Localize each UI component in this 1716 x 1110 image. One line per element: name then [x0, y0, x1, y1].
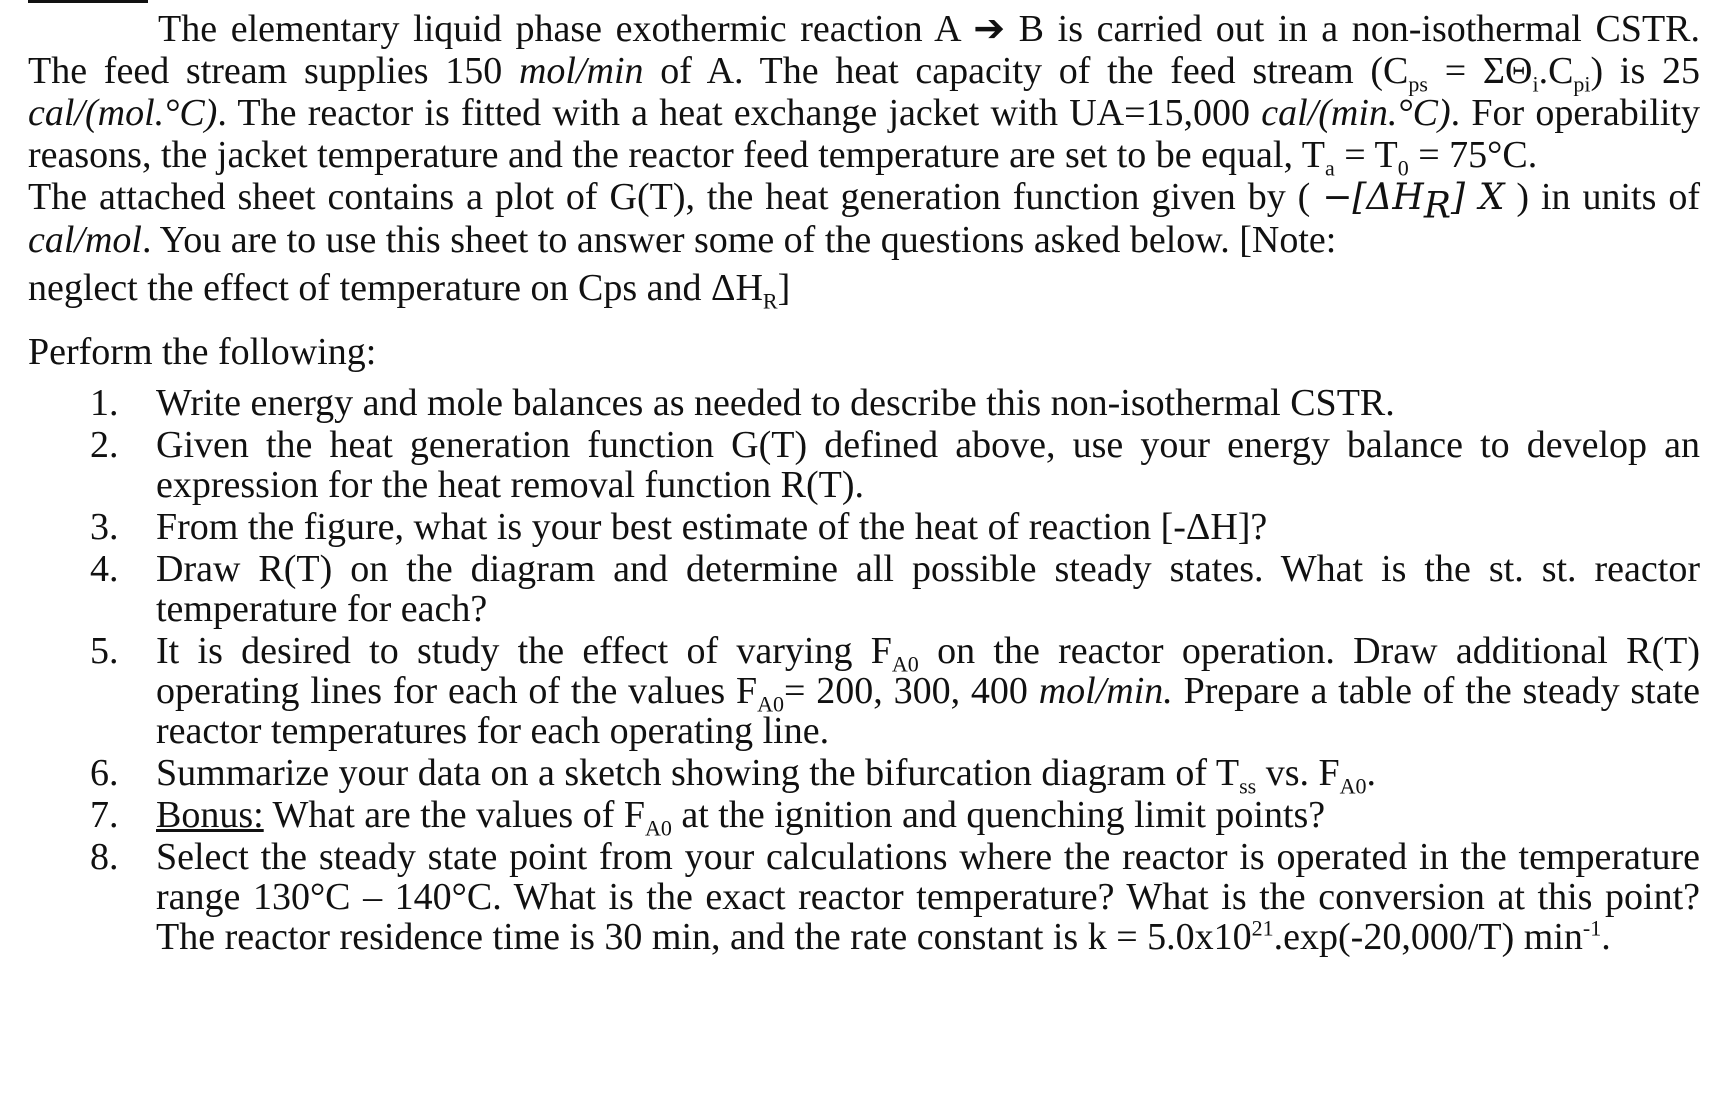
- question-text: = 200, 300, 400: [784, 670, 1039, 712]
- question-text: at the ignition and quenching limit points?: [671, 794, 1326, 836]
- ua-unit: cal/(min.°C): [1261, 92, 1451, 134]
- intro-text: The elementary liquid phase exothermic reaction A: [158, 8, 974, 50]
- fa0-subscript: A0: [644, 815, 672, 841]
- exponent-superscript: -1: [1582, 915, 1602, 941]
- question-8: [90, 836, 1700, 958]
- fa0-subscript: A0: [757, 691, 785, 717]
- question-text: Draw R(T) on the diagram and determine all possible steady states. What is the st. st. reactor temperature for each?: [156, 548, 1700, 630]
- note-text: neglect the effect of temperature on Cps and ΔH: [28, 267, 763, 309]
- question-text: Given the heat generation function G(T) defined above, use your energy balance to develop an expression for the heat removal function R(T).: [156, 424, 1700, 506]
- exponent-superscript: 21: [1251, 915, 1274, 941]
- generation-unit: cal/mol: [28, 219, 142, 261]
- intro-text: . For operability reasons, the jacket temperature and the reactor feed temperature are set to be equal, T: [28, 92, 1700, 176]
- bonus-label: Bonus:: [156, 794, 264, 836]
- tss-subscript: ss: [1239, 773, 1257, 799]
- sheet-paragraph: [28, 176, 1700, 314]
- intro-text: of A. The heat capacity of the feed stream (C: [643, 50, 1409, 92]
- intro-paragraph: [28, 0, 1701, 181]
- question-7: [90, 794, 1700, 841]
- question-4: [90, 548, 1700, 630]
- question-number: 2.: [90, 424, 119, 466]
- question-text: on the reactor operation. Draw additional R(T) operating lines for each of the values F: [156, 630, 1701, 712]
- theta-subscript: i: [1532, 71, 1539, 97]
- question-list: [28, 383, 1700, 957]
- question-2: [90, 424, 1700, 506]
- question-number: 1.: [90, 382, 119, 424]
- fa0-subscript: A0: [1339, 773, 1367, 799]
- cp-unit: cal/(mol.°C): [28, 92, 218, 134]
- question-number: 7.: [90, 794, 119, 836]
- question-number: 4.: [90, 548, 119, 590]
- sheet-text: . You are to use this sheet to answer some of the questions asked below. [Note:: [141, 219, 1337, 261]
- question-text: What are the values of F: [263, 794, 645, 836]
- sheet-text: The attached sheet contains a plot of G(T), the heat generation function given by (: [28, 176, 1323, 218]
- question-number: 5.: [90, 630, 119, 672]
- question-text: Select the steady state point from your calculations where the reactor is operated in the temperature range 130°C – 140°C. What is the exact reactor temperature? What is the conversion at this point? The reactor residence time is 30 min, and the rate constant is k = 5.0x10: [156, 836, 1700, 958]
- question-6: [90, 752, 1700, 799]
- generation-expression: ] X: [1450, 177, 1505, 218]
- question-text: .: [1601, 916, 1611, 958]
- question-text: Write energy and mole balances as needed to describe this non-isothermal CSTR.: [156, 382, 1395, 424]
- intro-text: = 75°C.: [1408, 134, 1538, 176]
- question-text: Prepare a table of the steady state reactor temperatures for each operating line.: [156, 670, 1701, 752]
- question-5: [90, 630, 1701, 752]
- reaction-arrow-icon: ➔: [973, 8, 1006, 50]
- section-heading: Perform the following:: [28, 331, 377, 373]
- intro-text: . The reactor is fitted with a heat exchange jacket with UA=15,000: [217, 92, 1262, 134]
- intro-text: = ΣΘ: [1427, 50, 1533, 92]
- intro-text: = T: [1334, 134, 1398, 176]
- cpi-subscript: pi: [1573, 71, 1591, 97]
- question-text: .exp(-20,000/T) min: [1273, 916, 1583, 958]
- question-number: 6.: [90, 752, 119, 794]
- note-line: [28, 267, 1700, 314]
- question-3: [90, 506, 1700, 548]
- generation-expression: −[ΔH: [1322, 177, 1424, 218]
- problem-statement: [28, 0, 1700, 959]
- note-text: ]: [777, 267, 791, 309]
- dh-subscript: R: [762, 288, 778, 314]
- dh-subscript: R: [1423, 185, 1451, 227]
- sheet-text: ) in units of: [1504, 176, 1700, 218]
- question-text: vs. F: [1256, 752, 1340, 794]
- t0-subscript: 0: [1397, 155, 1409, 181]
- cps-subscript: ps: [1408, 71, 1428, 97]
- question-number: 8.: [90, 836, 119, 878]
- intro-text: .C: [1538, 50, 1574, 92]
- intro-text: B is carried out in a non-isothermal CSTR. The feed stream supplies 150: [28, 8, 1700, 92]
- question-1: [90, 382, 1700, 424]
- question-number: 3.: [90, 506, 119, 548]
- intro-text: ) is 25: [1590, 50, 1701, 92]
- question-text: Summarize your data on a sketch showing the bifurcation diagram of T: [156, 752, 1240, 794]
- question-text: It is desired to study the effect of varying F: [156, 630, 892, 672]
- question-text: From the figure, what is your best estimate of the heat of reaction [-ΔH]?: [156, 506, 1268, 548]
- flow-unit: mol/min: [518, 50, 644, 92]
- question-text: .: [1366, 752, 1376, 794]
- ta-subscript: a: [1324, 155, 1335, 181]
- flow-unit: mol/min.: [1038, 670, 1173, 712]
- fa0-subscript: A0: [891, 651, 919, 677]
